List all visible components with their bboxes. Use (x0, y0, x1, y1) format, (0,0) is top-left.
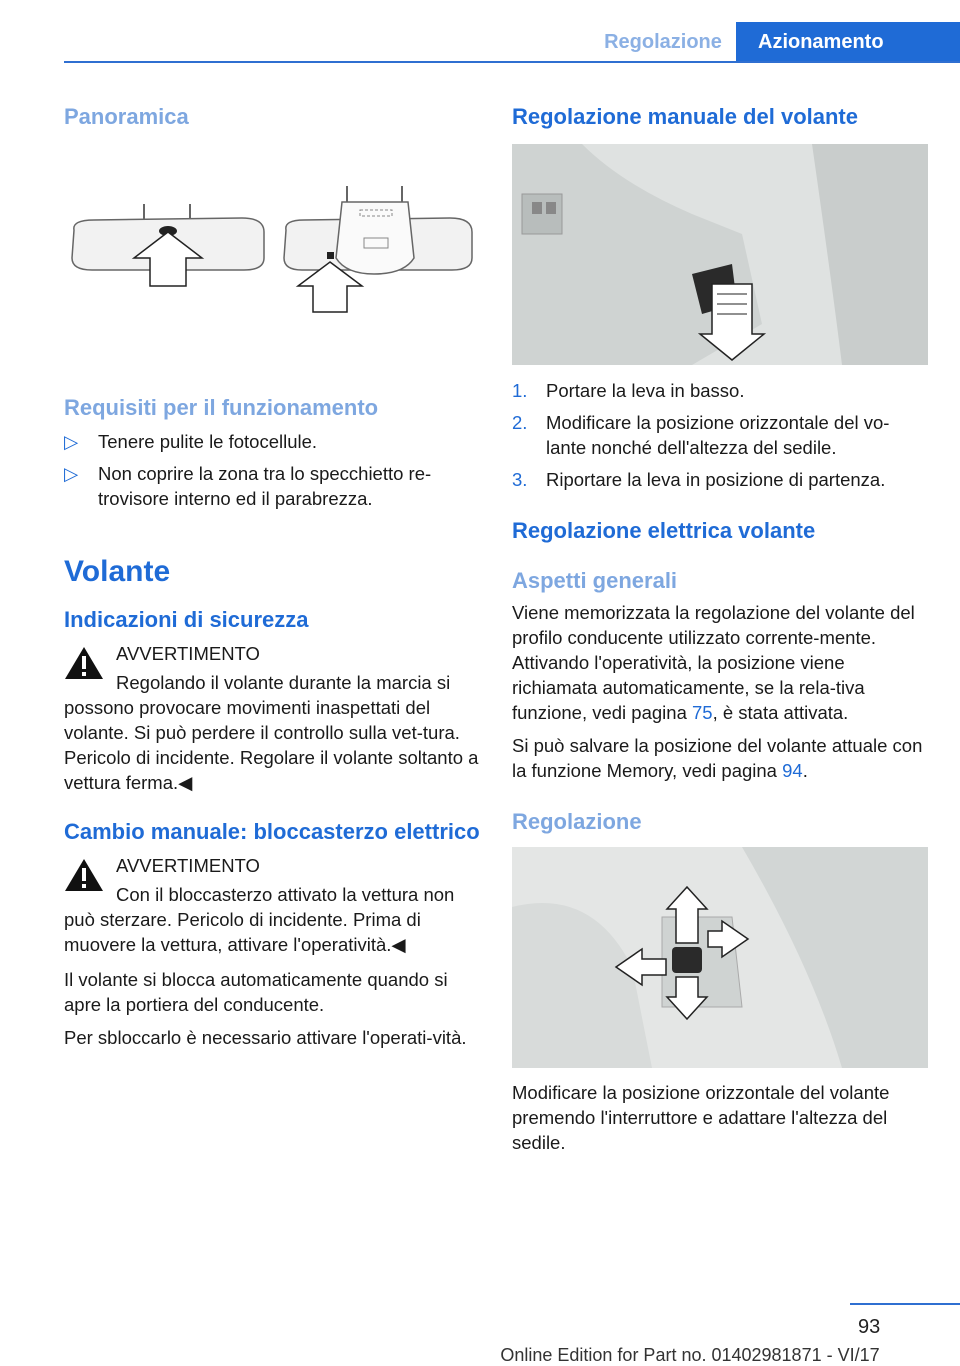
warning-text: Regolando il volante durante la marcia si possono provocare movimenti inaspettati del volante. Si può perdere il controllo sulla vet‐tura. Pericolo di incidente. Regolare il volante soltanto a vettura ferma.◀ (64, 672, 479, 793)
left-column (64, 104, 480, 130)
warning-icon (64, 857, 104, 893)
paragraph: Si può salvare la posizione del volante attuale con la funzione Memory, vedi pagina 94. (512, 735, 923, 781)
page-link[interactable]: 94 (782, 760, 803, 781)
list-item: ▷ Tenere pulite le fotocellule. (64, 431, 318, 452)
edition-footer: Online Edition for Part no. 01402981871 - VI/17 (500, 1345, 880, 1365)
aspetti-heading: Aspetti generali (512, 568, 678, 593)
cambio-heading: Cambio manuale: bloccasterzo elettrico (64, 819, 480, 844)
header-chapter-tab: Azionamento (736, 22, 960, 62)
paragraph: Viene memorizzata la regolazione del volante del profilo conducente utilizzato corrente‐mente. Attivando l'operatività, la posizione viene richiamata automaticamente, se la rela‐tiva funzione, vedi pagina 75, è stata attivata. (512, 602, 915, 723)
header-section-tab: Regolazione (604, 30, 722, 53)
paragraph: Il volante si blocca automaticamente quando si apre la portiera del conducente. (64, 969, 448, 1015)
regolazione-text-block (512, 1080, 928, 1155)
warning-text: Con il bloccasterzo attivato la vettura non può sterzare. Pericolo di incidente. Prima di muovere la vettura, attivare l'operatività.◀ (64, 884, 455, 955)
footer-rule (850, 1303, 960, 1305)
mirror-illustration (64, 180, 480, 320)
warning-block (64, 641, 480, 795)
requisiti-section (64, 395, 480, 511)
warning-label: AVVERTIMENTO (116, 855, 260, 876)
warning-icon (64, 645, 104, 681)
volante-section (64, 555, 480, 1050)
bullet-icon: ▷ (64, 463, 79, 484)
sicurezza-heading: Indicazioni di sicurezza (64, 607, 309, 632)
warning-label: AVVERTIMENTO (116, 643, 260, 664)
paragraph: Modificare la posizione orizzontale del volante premendo l'interruttore e adattare l'altezza del sedile. (512, 1082, 890, 1153)
right-column (512, 104, 928, 130)
page-link[interactable]: 75 (692, 702, 713, 723)
list-item: ▷ Non coprire la zona tra lo specchietto re‐trovisore interno ed il parabrezza. (64, 463, 432, 509)
paragraph: Per sbloccarlo è necessario attivare l'operati‐vità. (64, 1027, 467, 1048)
steering-lever-photo (512, 144, 928, 365)
warning-block (64, 853, 480, 957)
mirror-right (284, 186, 472, 312)
bullet-icon: ▷ (64, 431, 79, 452)
header-rule (64, 61, 960, 63)
list-item: 3. Riportare la leva in posizione di partenza. (512, 469, 886, 490)
mirror-left (72, 204, 264, 286)
steering-switch-photo (512, 847, 928, 1068)
regolazione-heading: Regolazione (512, 809, 642, 834)
list-item: 1. Portare la leva in basso. (512, 380, 745, 401)
steps-list (512, 378, 928, 835)
list-item: 2. Modificare la posizione orizzontale del vo‐lante nonché dell'altezza del sedile. (512, 412, 890, 458)
elettrica-heading: Regolazione elettrica volante (512, 518, 816, 543)
page-number: 93 (858, 1316, 881, 1338)
manuale-heading: Regolazione manuale del volante (512, 104, 858, 129)
volante-heading: Volante (64, 555, 171, 588)
panoramica-heading: Panoramica (64, 104, 189, 129)
requisiti-heading: Requisiti per il funzionamento (64, 395, 379, 420)
